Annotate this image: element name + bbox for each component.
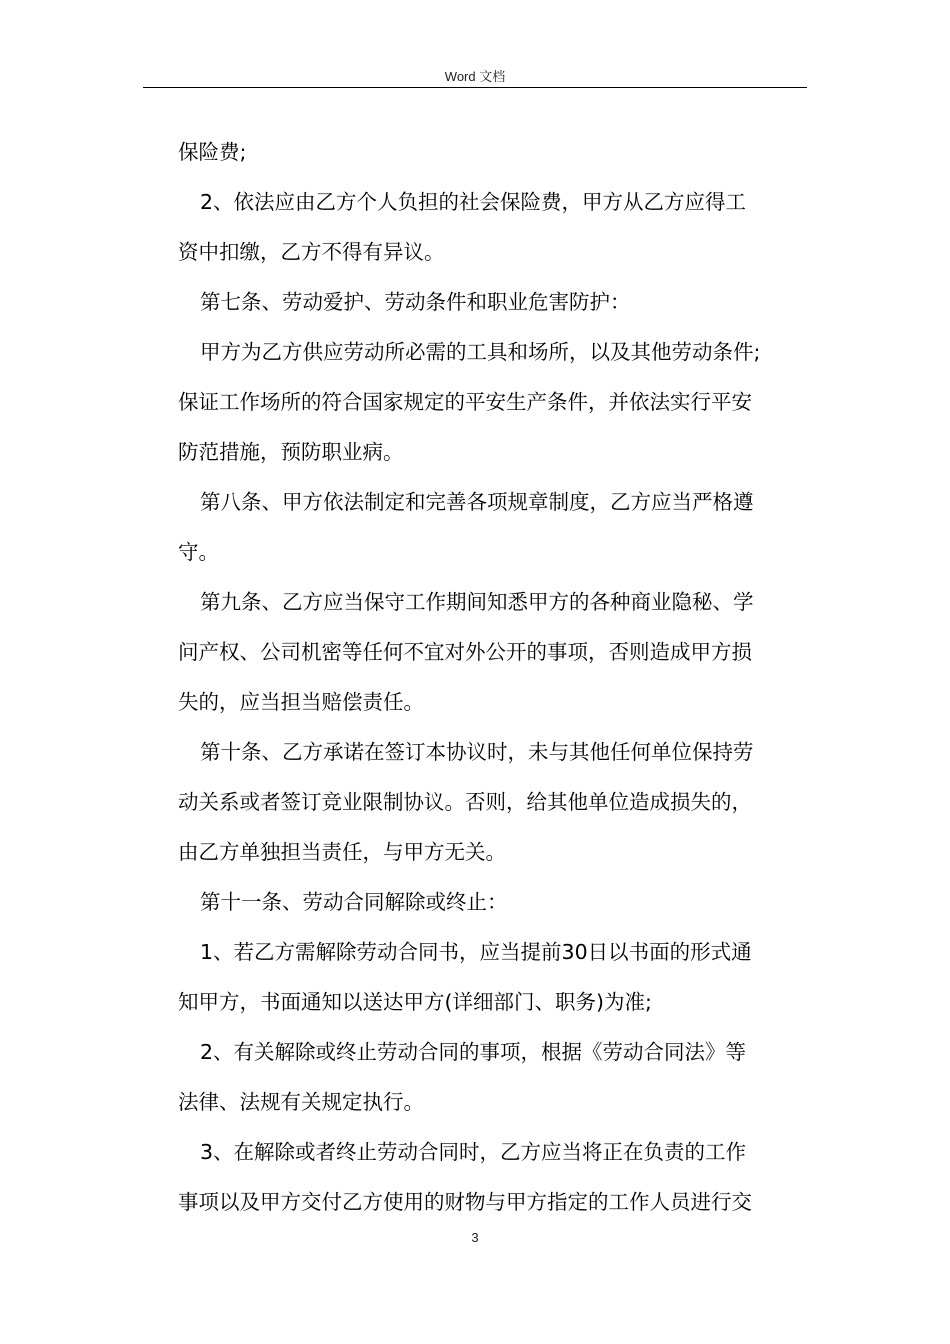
text-line: 保证工作场所的符合国家规定的平安生产条件，并依法实行平安 xyxy=(178,390,752,414)
text-line: 3、在解除或者终止劳动合同时，乙方应当将正在负责的工作 xyxy=(200,1140,747,1164)
text-line: 知甲方，书面通知以送达甲方(详细部门、职务)为准; xyxy=(178,990,652,1014)
text-line: 守。 xyxy=(178,540,219,564)
document-body xyxy=(178,127,818,1227)
text-line: 保险费; xyxy=(178,140,247,164)
page-number: 3 xyxy=(471,1230,479,1245)
text-line: 第八条、甲方依法制定和完善各项规章制度，乙方应当严格遵 xyxy=(200,490,754,514)
text-line: 由乙方单独担当责任，与甲方无关。 xyxy=(178,840,506,864)
text-line: 2、有关解除或终止劳动合同的事项，根据《劳动合同法》等 xyxy=(200,1040,747,1064)
text-line: 动关系或者签订竞业限制协议。否则，给其他单位造成损失的， xyxy=(178,790,752,814)
text-line: 第九条、乙方应当保守工作期间知悉甲方的各种商业隐秘、学 xyxy=(200,590,754,614)
text-line: 甲方为乙方供应劳动所必需的工具和场所，以及其他劳动条件; xyxy=(200,340,761,364)
text-line: 法律、法规有关规定执行。 xyxy=(178,1090,424,1114)
text-line: 防范措施，预防职业病。 xyxy=(178,440,404,464)
header-divider xyxy=(143,87,807,88)
text-line: 资中扣缴，乙方不得有异议。 xyxy=(178,240,445,264)
text-line: 失的，应当担当赔偿责任。 xyxy=(178,690,424,714)
text-line: 问产权、公司机密等任何不宜对外公开的事项，否则造成甲方损 xyxy=(178,640,752,664)
text-line: 2、依法应由乙方个人负担的社会保险费，甲方从乙方应得工 xyxy=(200,190,747,214)
page-header: Word 文档 xyxy=(444,69,506,84)
text-line: 第十一条、劳动合同解除或终止： xyxy=(200,890,508,914)
text-line: 事项以及甲方交付乙方使用的财物与甲方指定的工作人员进行交 xyxy=(178,1190,752,1214)
text-line: 第十条、乙方承诺在签订本协议时，未与其他任何单位保持劳 xyxy=(200,740,754,764)
text-line: 1、若乙方需解除劳动合同书，应当提前30日以书面的形式通 xyxy=(200,940,752,964)
text-line: 第七条、劳动爱护、劳动条件和职业危害防护： xyxy=(200,290,631,314)
